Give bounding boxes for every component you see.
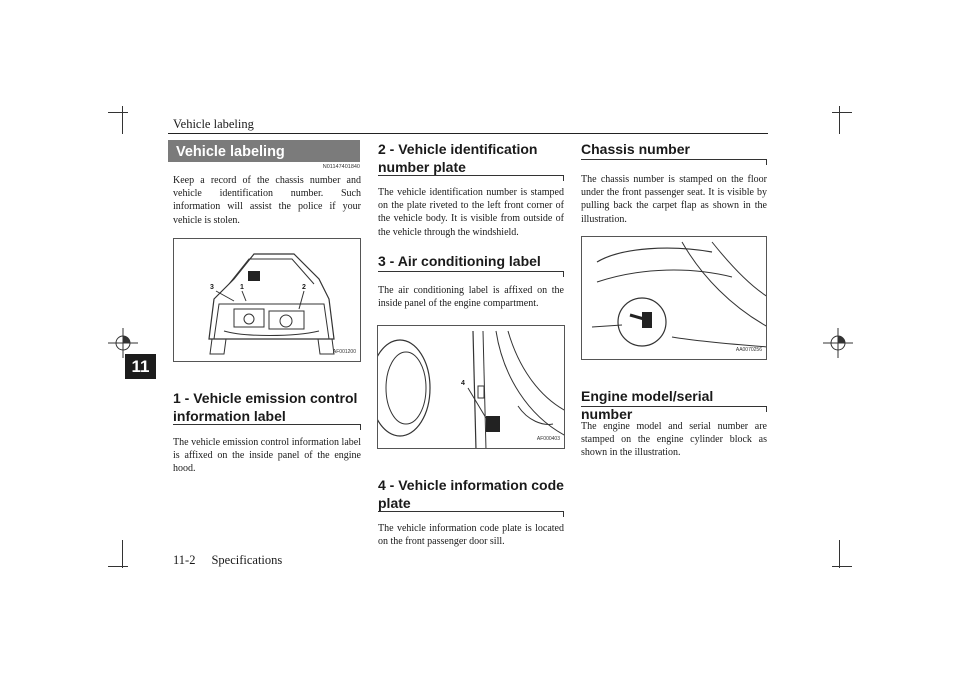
info-code-plate-text: The vehicle information code plate is located on the front passenger door sill. [378,523,564,548]
engine-serial-text: The engine model and serial number are stamped on the engine cylinder block as shown in the illustration. [581,421,767,459]
intro-paragraph: Keep a record of the chassis number and vehicle identification number. Such information will assist the police if your vehicle is stolen. [173,175,361,226]
section-heading-info-code-plate: 4 - Vehicle information code plate [378,477,564,511]
engine-hood-figure [173,238,361,362]
section-heading-chassis-number: Chassis number [581,140,767,160]
passenger-seat-figure [581,236,767,360]
section-heading-vehicle-labeling: Vehicle labeling [168,140,360,162]
section-heading-emission-label: 1 - Vehicle emission control information label [173,389,361,425]
page-number: 11-2 [173,553,196,567]
header-rule [168,133,768,134]
figure-code: AF000403 [536,436,560,442]
callout-1: 1 [240,284,244,291]
section-heading-vin-plate: 2 - Vehicle identification number plate [378,140,564,176]
section-heading-engine-serial: Engine model/serial number [581,387,767,407]
running-header: Vehicle labeling [173,117,254,131]
ac-label-text: The air conditioning label is affixed on the inside panel of the engine compartment. [378,285,564,310]
doc-code: N01147401840 [322,164,360,170]
callout-2: 2 [302,284,306,291]
page-footer [173,553,298,568]
section-heading-ac-label: 3 - Air conditioning label [378,252,564,272]
callout-3: 3 [210,284,214,291]
chapter-tab: 11 [125,354,156,379]
figure-code: AF001200 [332,349,356,355]
figure-code: AA0070256 [735,347,762,353]
emission-label-text: The vehicle emission control information label is affixed on the inside panel of the engine hood. [173,437,361,475]
vin-plate-text: The vehicle identification number is stamped on the plate riveted to the left front corner of the vehicle body. It is visible from outside of the vehicle through the windshield. [378,187,564,238]
door-sill-figure [377,325,565,449]
callout-4: 4 [461,380,465,387]
chassis-number-text: The chassis number is stamped on the floor under the front passenger seat. It is visible by pulling back the carpet flap as shown in the illustration. [581,174,767,225]
footer-section: Specifications [211,553,283,567]
